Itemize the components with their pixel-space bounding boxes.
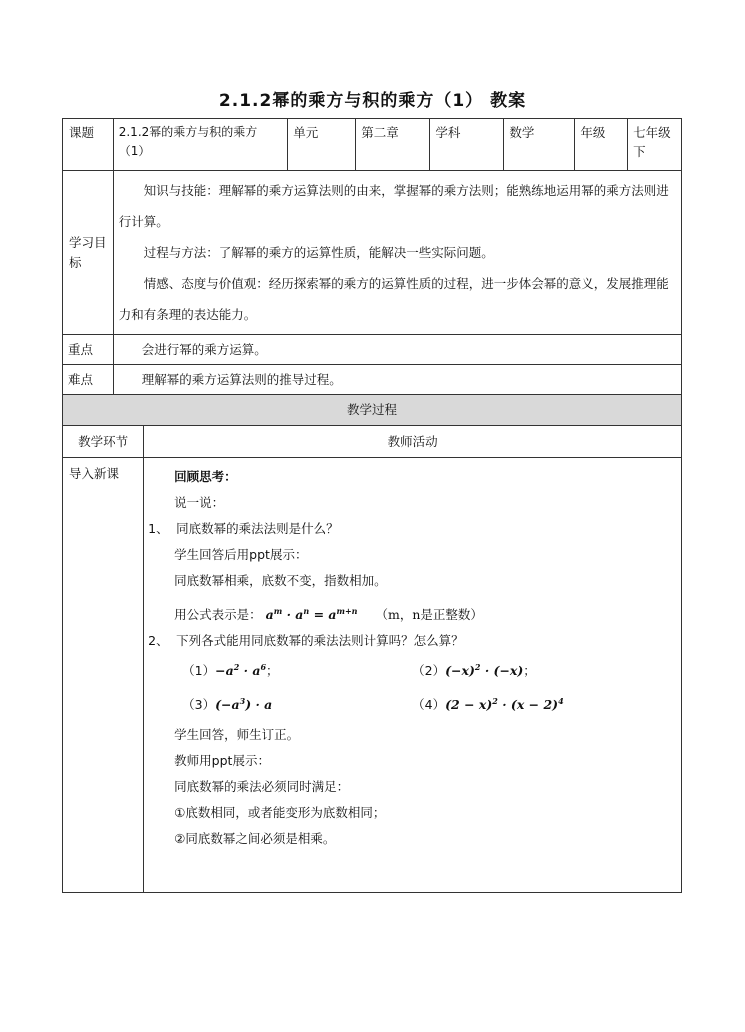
columns-row: [63, 426, 682, 458]
objectives-row: [63, 171, 682, 335]
unit-label: 单元: [288, 119, 356, 171]
question-2-number: 2、: [148, 633, 169, 648]
topic-label: 课题: [63, 119, 114, 171]
column-activity: 教师活动: [144, 426, 682, 458]
key-point-value: 会进行幂的乘方运算。: [113, 335, 681, 365]
q1-rule: 同底数幂相乘，底数不变，指数相加。: [174, 573, 387, 588]
example-1-expression: $-a^2 \cdot a^6$: [215, 662, 267, 679]
objective-knowledge: 知识与技能：理解幂的乘方运算法则的由来，掌握幂的乘方法则；能熟练地运用幂的乘方法则进行计算。: [118, 183, 669, 229]
example-1-label: （1）: [182, 663, 216, 679]
process-header: 教学过程: [63, 395, 682, 426]
question-1-number: 1、: [148, 521, 169, 536]
key-point-row: [63, 335, 682, 365]
difficulty-row: [63, 365, 682, 395]
students-answer: 学生回答，师生订正。: [174, 727, 300, 742]
question-2-text: 下列各式能用同底数幂的乘法法则计算吗？怎么算？: [176, 633, 464, 648]
key-point-label: 重点: [63, 335, 114, 365]
q1-answer-intro: 学生回答后用ppt展示：: [174, 547, 308, 562]
objective-attitude: 情感、态度与价值观：经历探索幂的乘方的运算性质的过程，进一步体会幂的意义，发展推理能力和有条理的表达能力。: [118, 276, 669, 322]
difficulty-value: 理解幂的乘方运算法则的推导过程。: [113, 365, 681, 395]
example-2: $(2)(-x)^2 \cdot (-x)$；: [412, 662, 536, 679]
example-2-expression: $(-x)^2 \cdot (-x)$: [445, 662, 524, 679]
subject-value: 数学: [504, 119, 575, 171]
condition-2: ②同底数幂之间必须是相乘。: [174, 831, 336, 846]
lesson-plan-table: [62, 118, 682, 893]
example-2-label: （2）: [412, 663, 446, 679]
process-header-row: [63, 395, 682, 426]
objectives-content: [113, 171, 681, 335]
objective-process: 过程与方法：了解幂的乘方的运算性质，能解决一些实际问题。: [143, 245, 494, 260]
column-stage: 教学环节: [63, 426, 144, 458]
example-3-expression: $(-a^3) \cdot a$: [215, 696, 273, 713]
difficulty-label: 难点: [63, 365, 114, 395]
condition-1: ①底数相同，或者能变形为底数相同；: [174, 805, 386, 820]
examples-row-1: [174, 654, 673, 688]
subject-label: 学科: [430, 119, 504, 171]
example-4-label: （4）: [412, 697, 446, 713]
conditions-intro: 同底数幂的乘法必须同时满足：: [174, 779, 350, 794]
examples-row-2: [174, 688, 673, 722]
grade-label: 年级: [575, 119, 628, 171]
q1-formula: [174, 594, 673, 628]
header-row: [63, 119, 682, 171]
topic-value: 2.1.2幂的乘方与积的乘方（1）: [113, 119, 288, 171]
example-4-expression: $(2 - x)^2 \cdot (x - 2)^4$: [445, 696, 564, 713]
question-1: [148, 516, 673, 542]
review-title: 回顾思考：: [174, 469, 237, 484]
q1-formula-prefix: 用公式表示是：: [174, 607, 262, 623]
say-prompt: 说一说：: [174, 495, 225, 510]
teacher-ppt: 教师用ppt展示：: [174, 753, 270, 768]
unit-value: 第二章: [356, 119, 430, 171]
example-4: [412, 695, 673, 715]
stage-row: [63, 458, 682, 893]
example-1: $(1)-a^2 \cdot a^6$；: [182, 662, 279, 679]
stage-name: 导入新课: [63, 458, 144, 893]
document-title: 2.1.2幂的乘方与积的乘方（1） 教案: [218, 91, 527, 111]
question-1-text: 同底数幂的乘法法则是什么？: [176, 521, 339, 536]
objectives-label: 学习目标: [63, 171, 114, 335]
formula-expression: $a^m \cdot a^n = a^{m+n}$: [265, 606, 358, 623]
question-2: [148, 628, 673, 654]
example-3: [174, 695, 412, 715]
grade-value: 七年级下: [628, 119, 682, 171]
example-3-label: （3）: [182, 697, 216, 713]
stage-activity: [144, 458, 682, 893]
q1-formula-note: （m，n是正整数）: [375, 607, 483, 623]
